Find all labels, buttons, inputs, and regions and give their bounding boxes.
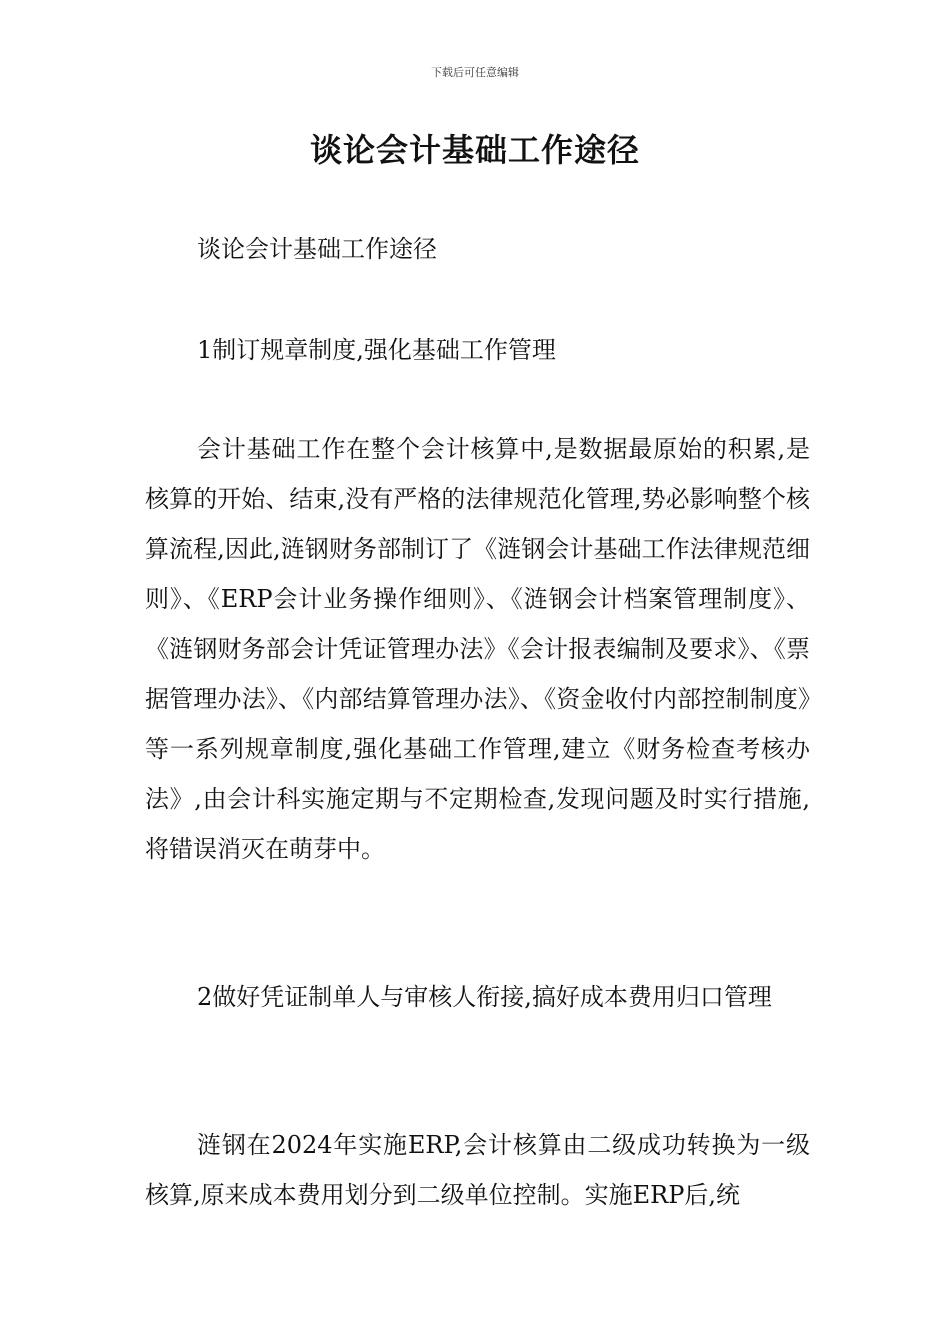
header-note: 下载后可任意编辑 <box>431 66 519 79</box>
section-2-body: 涟钢在2024年实施ERP,会计核算由二级成功转换为一级核算,原来成本费用划分到二级单位控制。实施ERP后,统 <box>145 1131 810 1209</box>
section-2-heading: 2做好凭证制单人与审核人衔接,搞好成本费用归口管理 <box>197 983 772 1011</box>
section-1-body: 会计基础工作在整个会计核算中,是数据最原始的积累,是核算的开始、结束,没有严格的法律规范化管理,势必影响整个核算流程,因此,涟钢财务部制订了《涟钢会计基础工作法律规范细则》、《ERP会计业务操作细则》、《涟钢会计档案管理制度》、《涟钢财务部会计凭证管理办法》《会计报表编制及要求》、《票据管理办法》、《内部结算管理办法》、《资金收付内部控制制度》等一系列规章制度,强化基础工作管理,建立《财务检查考核办法》,由会计科实施定期与不定期检查,发现问题及时实行措施,将错误消灭在萌芽中。 <box>145 435 810 863</box>
document-subtitle: 谈论会计基础工作途径 <box>197 235 437 263</box>
section-1-heading: 1制订规章制度,强化基础工作管理 <box>197 336 556 364</box>
document-title: 谈论会计基础工作途径 <box>309 131 640 169</box>
